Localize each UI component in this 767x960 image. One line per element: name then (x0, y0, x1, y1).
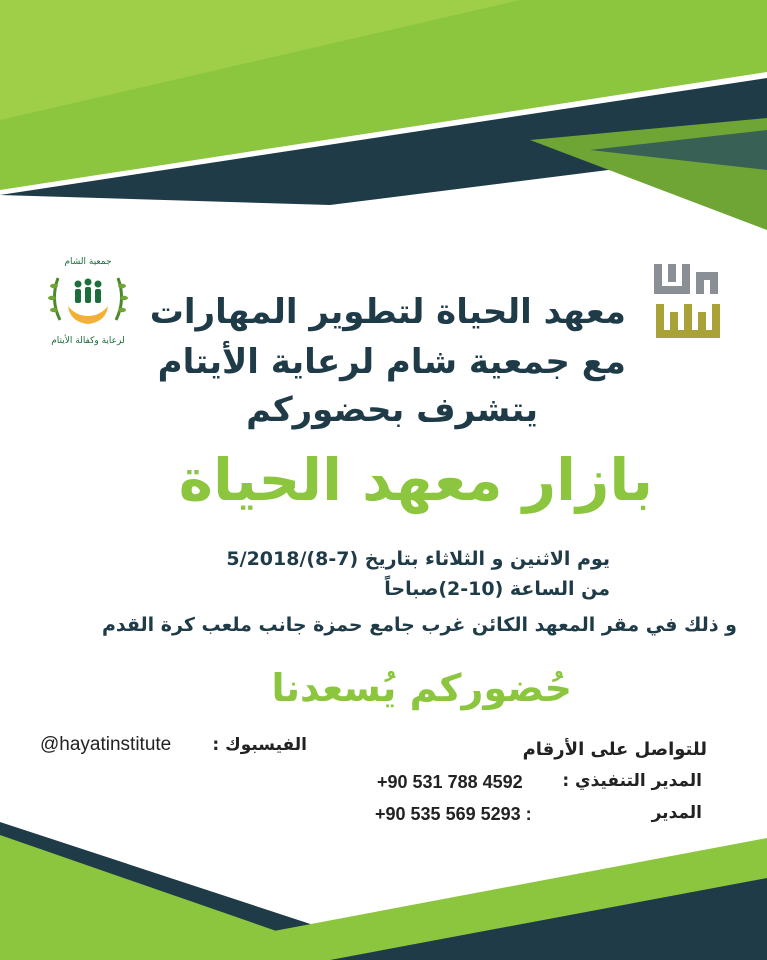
event-date: يوم الاثنين و الثلاثاء بتاريخ (7-8)/5/2018 (226, 548, 610, 570)
sham-association-logo (40, 250, 136, 346)
logo-org-tagline: لرعاية وكفالة الأيتام (51, 336, 125, 346)
contact-title: للتواصل على الأرقام (522, 739, 707, 760)
event-time: من الساعة (10-2)صباحاً (384, 578, 610, 600)
executive-label: المدير التنفيذي : (562, 771, 702, 791)
welcome-message: حُضوركم يُسعدنا (271, 666, 572, 710)
header-line-3: يتشرف بحضوركم (246, 390, 538, 430)
executive-phone: +90 531 788 4592 (377, 772, 523, 792)
event-title: بازار معهد الحياة (178, 446, 653, 514)
facebook-handle: @hayatinstitute (40, 734, 172, 755)
manager-label: المدير (651, 803, 702, 823)
manager-phone: +90 535 569 5293 : (375, 804, 532, 824)
logo-org-name: جمعية الشام (64, 257, 112, 267)
header-line-1: معهد الحياة لتطوير المهارات (149, 292, 626, 332)
hayat-kufic-logo (654, 262, 722, 342)
header-line-2: مع جمعية شام لرعاية الأيتام (157, 342, 626, 382)
facebook-label: الفيسبوك : (212, 735, 307, 755)
event-location: و ذلك في مقر المعهد الكائن غرب جامع حمزة جانب ملعب كرة القدم (101, 614, 737, 636)
